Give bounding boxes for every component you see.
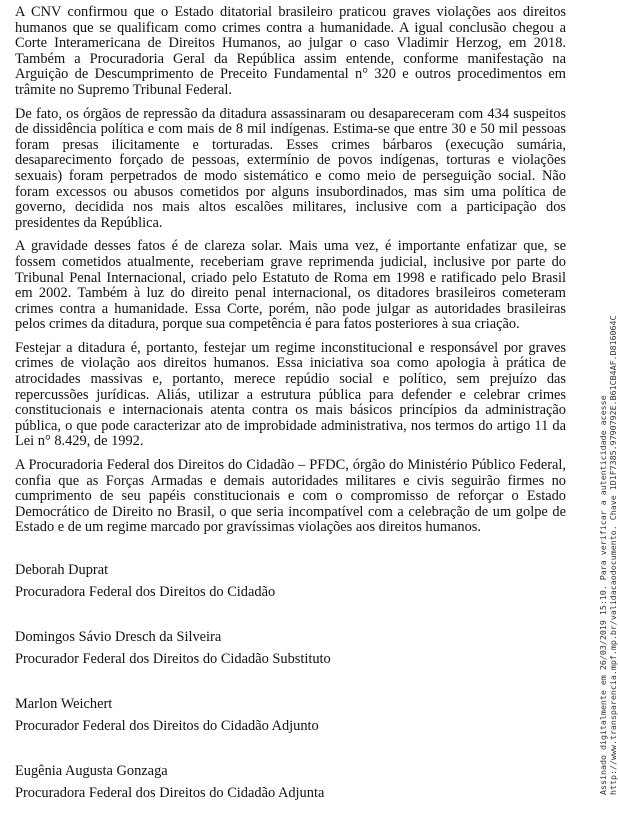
signature-block — [15, 562, 566, 606]
paragraph-cnv: A CNV confirmou que o Estado ditatorial brasileiro praticou graves violações aos direitos humanos que se qualificam como crimes contra a humanidade. A igual conclusão chegou a Corte Interamericana de Direitos Humanos, ao julgar o caso Vladimir Herzog, em 2018. Também a Procuradoria Geral da República assim entende, conforme manifestação na Arguição de Descumprimento de Preceito Fundamental n° 320 e outros procedimentos em trâmite no Supremo Tribunal Federal. — [15, 4, 566, 98]
signatory-title: Procurador Federal dos Direitos do Cidadão Adjunto — [15, 718, 319, 734]
document-body — [15, 5, 566, 536]
signatory-title: Procurador Federal dos Direitos do Cidadão Substituto — [15, 651, 331, 667]
signature-block — [15, 763, 566, 807]
paragraph-gravidade: A gravidade desses fatos é de clareza solar. Mais uma vez, é importante enfatizar que, se fossem cometidos atualmente, receberiam grave reprimenda judicial, inclusive por parte do Tribunal Penal Internacional, criado pelo Estatuto de Roma em 1998 e ratificado pelo Brasil em 2002. Também à luz do direito penal internacional, os ditadores brasileiros cometeram crimes contra a humanidade. Essa Corte, porém, não pode julgar as autoridades brasileiras pelos crimes da ditadura, porque sua competência é para fatos posteriores à sua criação. — [15, 238, 566, 333]
document-content — [15, 5, 566, 830]
signatory-title: Procuradora Federal dos Direitos do Cidadão — [15, 584, 276, 600]
signatory-name: Marlon Weichert — [15, 696, 113, 712]
signatory-name: Eugênia Augusta Gonzaga — [15, 763, 168, 779]
signature-block — [15, 629, 566, 673]
paragraph-repressao: De fato, os órgãos de repressão da ditadura assassinaram ou desapareceram com 434 suspeitos de dissidência política e com mais de 8 mil indígenas. Estima-se que entre 30 e 50 mil pessoas foram presas ilicitamente e torturadas. Esses crimes bárbaros (execução sumária, desaparecimento forçado de pessoas, extermínio de povos indígenas, torturas e violações sexuais) foram perpetrados de modo sistemático e como meio de perseguição social. Não foram excessos ou abusos cometidos por alguns insubordinados, mas sim uma política de governo, decidida nos mais altos escalões militares, inclusive com a participação dos presidentes da República. — [15, 105, 566, 231]
signature-block — [15, 696, 566, 740]
stamp-line-2: http://www.transparencia.mpf.mp.br/validacaodocumento. Chave 1D1F7385.9790792E.B61CB4AF.D816064C — [608, 315, 618, 795]
paragraph-pfdc: A Procuradoria Federal dos Direitos do Cidadão – PFDC, órgão do Ministério Público Federal, confia que as Forças Armadas e demais autoridades militares e civis seguirão firmes no cumprimento de seu papéis constitucionais e com o compromisso de reforçar o Estado Democrático de Direito no Brasil, o que seria incompatível com a celebração de um golpe de Estado e de um regime marcado por gravíssimas violações aos direitos humanos. — [15, 457, 566, 536]
signatory-name: Domingos Sávio Dresch da Silveira — [15, 629, 222, 645]
signatures — [15, 562, 566, 807]
signatory-name: Deborah Duprat — [15, 562, 109, 578]
paragraph-festejar: Festejar a ditadura é, portanto, festejar um regime inconstitucional e responsável por graves crimes de violação aos direitos humanos. Essa iniciativa soa como apologia à prática de atrocidades massivas e, portanto, merece repúdio social e político, sem prejuízo das repercussões jurídicas. Aliás, utilizar a estrutura pública para defender e celebrar crimes constitucionais e internacionais atenta contra os mais básicos princípios da administração pública, o que pode caracterizar ato de improbidade administrativa, nos termos do artigo 11 da Lei n° 8.429, de 1992. — [15, 339, 566, 450]
digital-signature-stamp — [598, 315, 618, 795]
stamp-line-1: Assinado digitalmente em 26/03/2019 15:10. Para verificar a autenticidade acesse — [598, 395, 608, 795]
signatory-title: Procuradora Federal dos Direitos do Cidadão Adjunta — [15, 785, 325, 801]
